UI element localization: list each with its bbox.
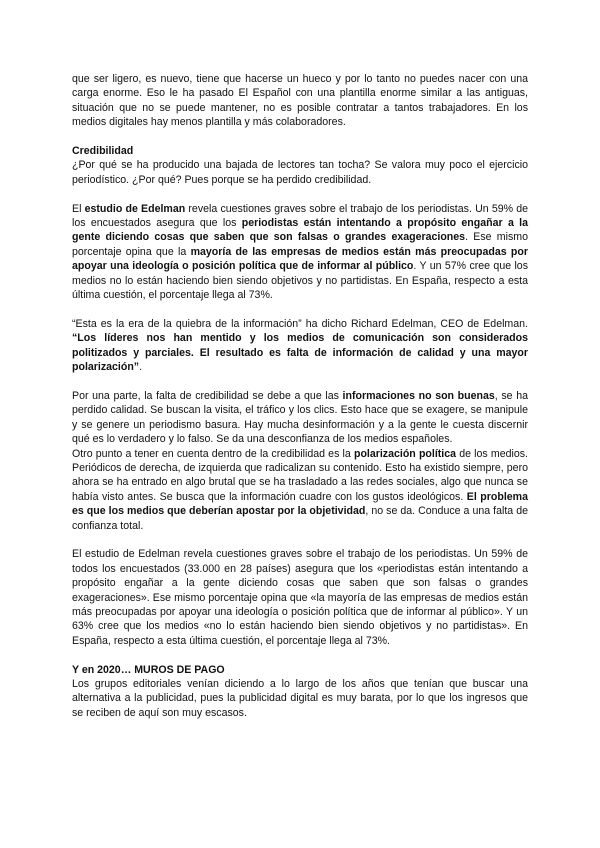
text-run: , no se da. Conduce a una falta de confianza total. [72,505,529,532]
text-run: Por una parte, la falta de credibilidad se debe a que las [72,389,343,402]
bold-run: periodistas están intentando a propósito engañar a la gente diciendo cosas que saben que son falsas o grandes exageraciones [72,217,528,244]
paragraph-intro: que ser ligero, es nuevo, tiene que hacerse un hueco y por lo tanto no puedes nacer con una carga enorme. Eso le ha pasado El Español con una plantilla enorme similar a las antiguas, situación que no se puede mantener, no es posible contratar a tantos trabajadores. En los medios digitales hay menos plantilla y más colaboradores. [72,73,528,129]
bold-run: estudio de Edelman [84,202,186,215]
bold-run: El problema es que los medios que deberían apostar por la objetividad [72,490,528,518]
heading-muros-de-pago: Y en 2020… MUROS DE PAGO [72,663,225,676]
bold-run: mayoría de las empresas de medios están más preocupadas por apoyar una ideología o posición política que de informar al público [72,245,528,273]
paragraph-muros-de-pago: Los grupos editoriales venían diciendo a lo largo de los años que tenían que buscar una alternativa a la publicidad, pues la publicidad digital es muy barata, por lo que los ingresos que se reciben de aquí son muy escasos. [72,677,528,719]
paragraph-polarizacion [72,447,528,533]
document-page [72,72,528,720]
bold-run: informaciones no son buenas [342,389,495,402]
text-run: El [72,202,85,215]
paragraph-credibilidad: ¿Por qué se ha producido una bajada de lectores tan tocha? Se valora muy poco el ejercicio periodístico. ¿Por qué? Pues porque se ha perdido credibilidad. [72,159,528,186]
paragraph-quiebra [72,317,528,375]
text-run: de los medios. Periódicos de derecha, de izquierda que radicalizan su contenido. Esto ha existido siempre, pero ahora se ha entrado en algo brutal que se ha trasladado a las redes sociales, algo que nunca se había visto antes. Se busca que la información cuadre con los gustos ideológicos. [72,447,528,503]
bold-run: polarización política [353,447,457,460]
text-run: , se ha perdido calidad. Se buscan la visita, el tráfico y los clics. Esto hace que se exagere, se manipule y se genere un periodismo basura. Hay mucha desinformación y a la gente le cuesta discernir qué es lo verdadero y lo falso. Se da una desconfianza de los medios españoles. [72,389,528,446]
bold-quote: “Los líderes nos han mentido y los medios de comunicación son considerados politizados y parciales. El resultado es falta de información de calidad y una mayor polarización” [72,332,528,374]
text-run: . Y un 57% cree que los medios no lo están haciendo bien siendo objetivos y no partidistas. En España, respecto a esta última cuestión, el porcentaje llega al 73%. [72,260,528,302]
paragraph-edelman-study [72,202,528,303]
heading-credibilidad: Credibilidad [72,145,134,158]
text-run: “Esta es la era de la quiebra de la información” ha dicho Richard Edelman, CEO de Edelman. [72,317,528,330]
text-run: Otro punto a tener en cuenta dentro de la credibilidad es la [72,447,354,460]
text-run: . [139,361,143,374]
text-run: revela cuestiones graves sobre el trabajo de los periodistas. Un 59% de los encuestados asegura que los [72,202,528,230]
paragraph-edelman-repeat: El estudio de Edelman revela cuestiones graves sobre el trabajo de los periodistas. Un 59% de todos los encuestados (33.000 en 28 países) asegura que los «periodistas están intentando a propósito engañar a la gente diciendo cosas que saben que son falsas o grandes exageraciones». Ese mismo porcentaje opina que «la mayoría de las empresas de medios están más preocupadas por apoyar una ideología o posición política que de informar al público». Y un 63% cree que los medios «no lo están haciendo bien siendo objetivos y no partidistas». En España, respecto a esta última cuestión, el porcentaje llega al 73%. [72,548,528,647]
paragraph-falta-credibilidad [72,389,528,447]
text-run: . Ese mismo porcentaje opina que la [72,231,529,258]
